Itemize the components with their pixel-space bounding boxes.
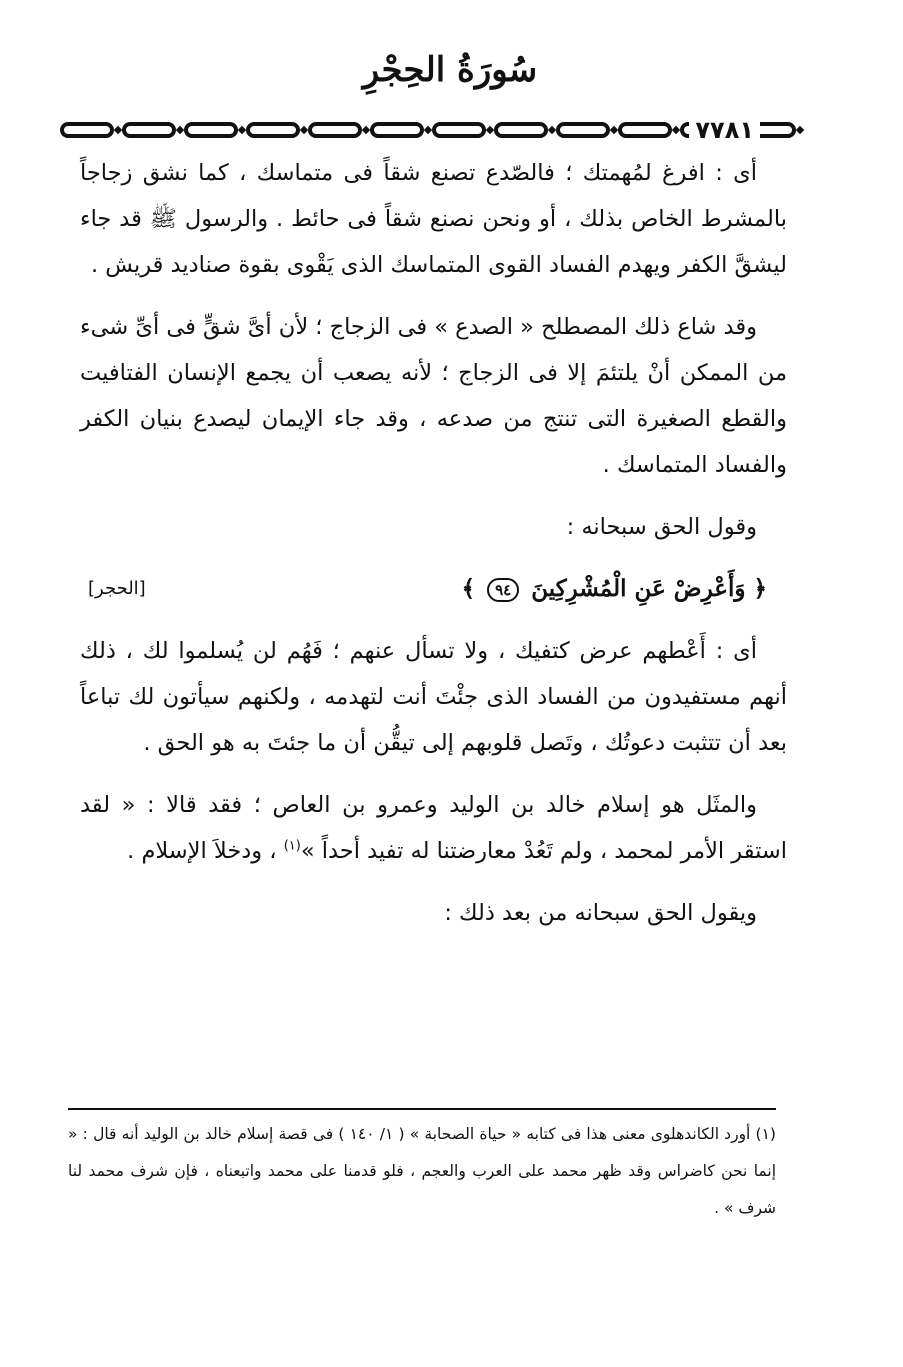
chain-diamond	[300, 126, 308, 134]
paragraph-text: ، ودخلاَ الإسلام .	[127, 838, 277, 864]
paragraph: وقد شاع ذلك المصطلح « الصدع » فى الزجاج ؛ لأن أىَّ شقٍّ فى أىِّ شىء من الممكن أنْ يلتئمَ إلا فى الزجاج ؛ لأنه يصعب أن يجمع الإنسان الفتافيت والقطع الصغيرة التى تنتج من صدعه ، وقد جاء الإيمان ليصدع بنيان الكفر والفساد المتماسك .	[80, 314, 787, 478]
quran-verse-line	[80, 566, 787, 612]
paragraph: أى : أَعْطهم عرض كتفيك ، ولا تسأل عنهم ؛ فَهُم لن يُسلموا لك ، ذلك أنهم مستفيدون من الفساد الذى جئْتَ أنت لتهدمه ، ولكنهم سيأتون لك تباعاً بعد أن تتثبت دعوتُك ، وتَصل قلوبهم إلى تيقُّن أن ما جئتَ به هو الحق .	[80, 638, 787, 756]
chain-link	[124, 124, 174, 136]
quran-verse	[462, 566, 767, 612]
chain-diamond	[610, 126, 618, 134]
chain-link	[558, 124, 608, 136]
paragraph-text: والمثَل هو إسلام خالد بن الوليد وعمرو بن العاص ؛ فقد قالا : « لقد استقر الأمر لمحمد ، ولم تَعُدْ معارضتنا له تفيد أحداً »	[80, 792, 787, 864]
chain-diamond	[176, 126, 184, 134]
chain-diamond	[796, 126, 804, 134]
chain-link	[372, 124, 422, 136]
chain-link	[496, 124, 546, 136]
chain-diamond	[486, 126, 494, 134]
chain-link	[620, 124, 670, 136]
surah-title: سُورَةُ الحِجْرِ	[362, 50, 538, 90]
main-text	[80, 150, 787, 952]
chain-diamond	[362, 126, 370, 134]
chain-link	[248, 124, 298, 136]
footnote: (١) أورد الكاندهلوى معنى هذا فى كتابه « حياة الصحابة » ( ١/ ١٤٠ ) فى قصة إسلام خالد بن الوليد أنه قال : « إنما نحن كاضراس وقد ظهر محمد على العرب والعجم ، فلو قدمنا على محمد واتبعناه ، فإن شرف محمد لنا شرف » .	[68, 1125, 776, 1217]
chain-link	[186, 124, 236, 136]
chain-link	[434, 124, 484, 136]
footnote-marker: (١)	[283, 838, 301, 854]
chain-link	[62, 124, 112, 136]
page-number: ٧٧٨١	[689, 112, 760, 148]
header-ornament-band	[58, 112, 840, 148]
chain-diamond	[114, 126, 122, 134]
paragraph: وقول الحق سبحانه :	[566, 514, 757, 540]
chain-diamond	[548, 126, 556, 134]
chain-link	[310, 124, 360, 136]
footnote-divider	[68, 1108, 776, 1110]
chain-diamond	[424, 126, 432, 134]
paragraph: ويقول الحق سبحانه من بعد ذلك :	[444, 900, 757, 926]
verse-text: ﴿ وَأَعْرِضْ عَنِ الْمُشْرِكِينَ	[531, 575, 767, 602]
verse-close-bracket: ﴾	[461, 575, 476, 602]
chain-diamond	[672, 126, 680, 134]
paragraph	[80, 782, 787, 874]
verse-number: ٩٤	[487, 578, 519, 602]
surah-reference: [الحجر]	[88, 578, 146, 599]
chain-diamond	[238, 126, 246, 134]
paragraph: أى : افرغ لمُهمتك ؛ فالصّدع تصنع شقاً فى متماسك ، كما نشق زجاجاً بالمشرط الخاص بذلك ، أو ونحن نصنع شقاً فى حائط . والرسول ﷺ قد جاء ليشقَّ الكفر ويهدم الفساد القوى المتماسك الذى يَقْوى بقوة صناديد قريش .	[80, 160, 787, 278]
